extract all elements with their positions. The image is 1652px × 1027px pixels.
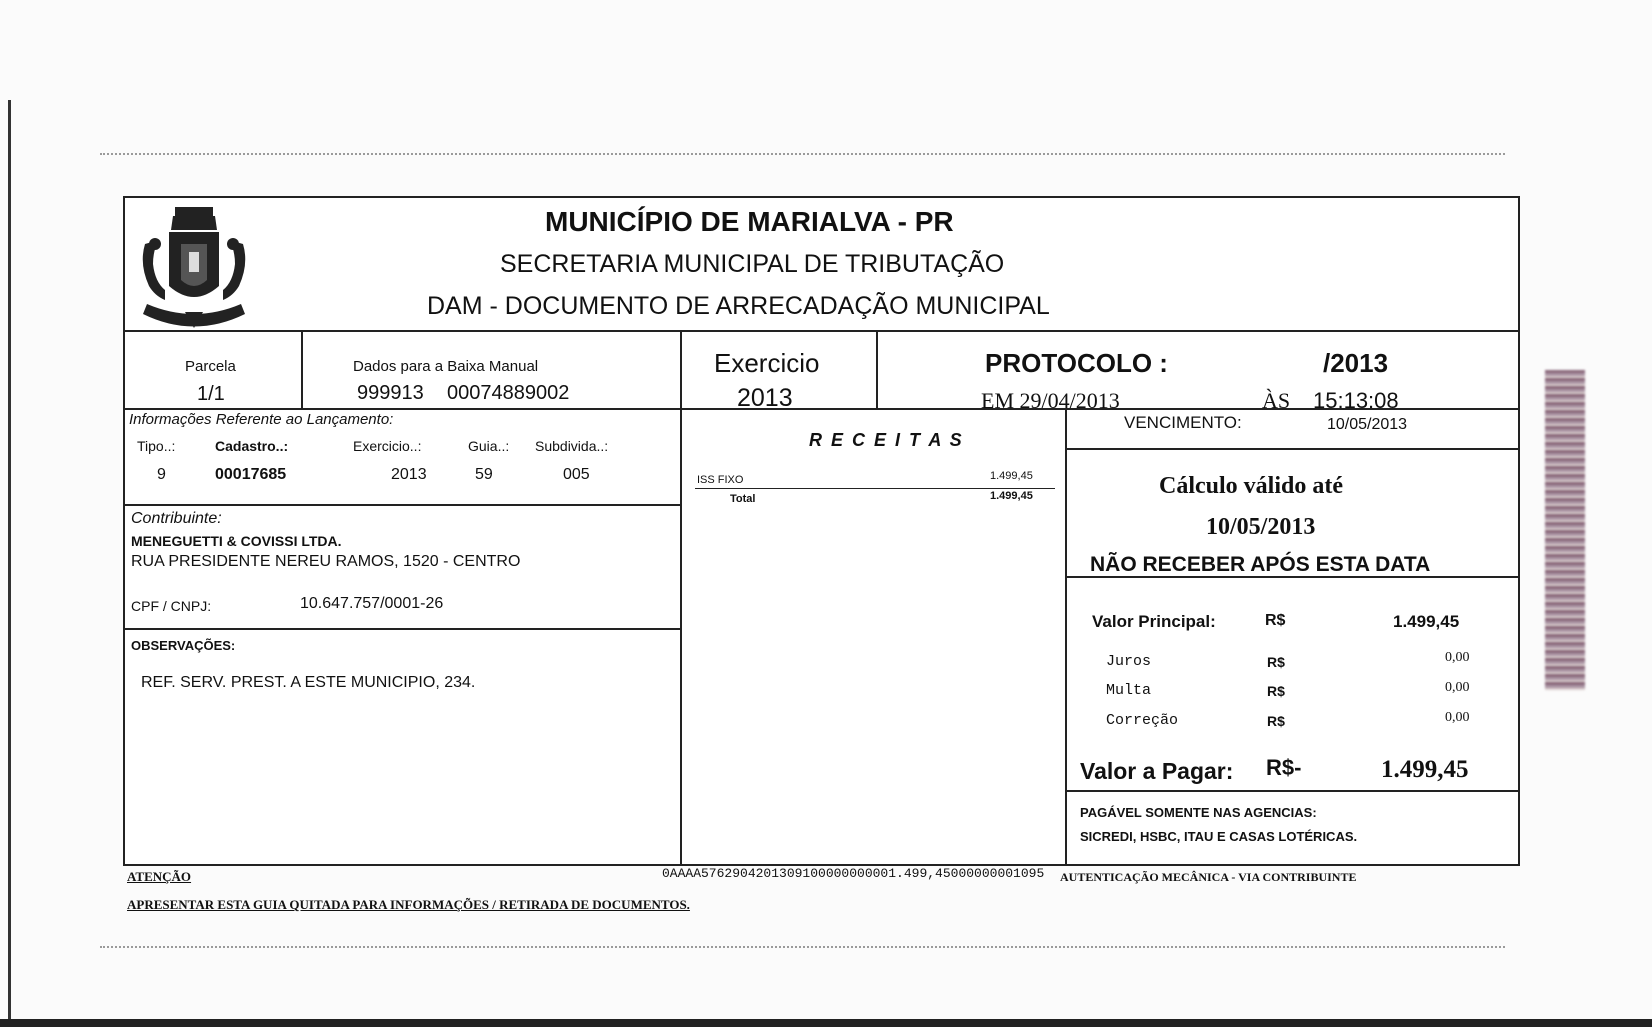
- cpf-value: 10.647.757/0001-26: [300, 595, 444, 612]
- baixa-label: Dados para a Baixa Manual: [353, 358, 539, 375]
- tipo-label: Tipo..:: [137, 438, 176, 454]
- exercicio-label: Exercicio: [714, 348, 820, 378]
- tipo-value: 9: [157, 466, 166, 483]
- atencao-text: APRESENTAR ESTA GUIA QUITADA PARA INFORMAÇÕES / RETIRADA DE DOCUMENTOS.: [127, 897, 690, 912]
- correcao-label: Correção: [1106, 712, 1179, 729]
- divider-right-column: [1065, 408, 1067, 866]
- document-title: DAM - DOCUMENTO DE ARRECADAÇÃO MUNICIPAL: [427, 292, 1050, 320]
- contribuinte-address: RUA PRESIDENTE NEREU RAMOS, 1520 - CENTRO: [131, 553, 521, 570]
- pagavel-line-2: SICREDI, HSBC, ITAU E CASAS LOTÉRICAS.: [1080, 829, 1358, 844]
- cadastro-label: Cadastro..:: [215, 438, 289, 454]
- correcao-currency: R$: [1267, 713, 1285, 729]
- protocolo-date: EM 29/04/2013: [981, 388, 1120, 413]
- vencimento-value: 10/05/2013: [1327, 416, 1408, 433]
- header-divider: [125, 330, 1520, 332]
- valor-principal-currency: R$: [1265, 612, 1286, 629]
- contribuinte-label: Contribuinte:: [131, 510, 222, 527]
- protocolo-as: ÀS: [1262, 388, 1291, 413]
- receita-item-value: 1.499,45: [990, 470, 1033, 482]
- perforation-top: [100, 153, 1505, 155]
- valores-divider: [1065, 790, 1520, 792]
- lancamento-exercicio-label: Exercicio..:: [353, 438, 422, 454]
- autenticacao-code: 0AAAA5762904201309100000000001.499,45000000001095: [662, 866, 1045, 881]
- cadastro-value: 00017685: [215, 466, 287, 483]
- valor-principal-label: Valor Principal:: [1092, 612, 1216, 631]
- scan-smear: [1545, 370, 1585, 690]
- valor-pagar-value: 1.499,45: [1381, 756, 1469, 783]
- receitas-total-rule: [695, 488, 1055, 489]
- correcao-value: 0,00: [1445, 710, 1470, 725]
- baixa-code-1: 999913: [357, 382, 424, 404]
- receitas-title: R E C E I T A S: [809, 430, 964, 450]
- protocolo-time: 15:13:08: [1313, 388, 1399, 413]
- valor-principal-value: 1.499,45: [1393, 612, 1460, 631]
- divider-exercicio: [876, 330, 878, 408]
- atencao-title: ATENÇÃO: [127, 869, 192, 884]
- lancamento-title: Informações Referente ao Lançamento:: [129, 411, 394, 428]
- vencimento-label: VENCIMENTO:: [1124, 413, 1242, 432]
- secretaria-title: SECRETARIA MUNICIPAL DE TRIBUTAÇÃO: [500, 250, 1005, 278]
- receita-total-label: Total: [730, 493, 756, 505]
- calculo-warning: NÃO RECEBER APÓS ESTA DATA: [1090, 553, 1431, 576]
- autenticacao-label: AUTENTICAÇÃO MECÂNICA - VIA CONTRIBUINTE: [1060, 870, 1357, 884]
- protocolo-label: PROTOCOLO :: [985, 348, 1168, 378]
- parcela-label: Parcela: [185, 358, 236, 375]
- vencimento-divider: [1065, 448, 1520, 450]
- multa-value: 0,00: [1445, 680, 1470, 695]
- coat-of-arms-icon: [135, 204, 253, 334]
- row-divider-1: [125, 408, 1520, 410]
- juros-label: Juros: [1106, 653, 1152, 670]
- receita-total-value: 1.499,45: [990, 490, 1033, 502]
- valor-pagar-currency: R$-: [1266, 755, 1302, 780]
- contribuinte-name: MENEGUETTI & COVISSI LTDA.: [131, 533, 342, 549]
- subdivida-label: Subdivida..:: [535, 438, 609, 454]
- exercicio-value: 2013: [737, 384, 793, 412]
- juros-value: 0,00: [1445, 650, 1470, 665]
- divider-left-column: [680, 330, 682, 866]
- receita-item-label: ISS FIXO: [697, 474, 744, 486]
- parcela-value: 1/1: [197, 383, 225, 405]
- calculo-line: Cálculo válido até: [1159, 473, 1343, 499]
- contribuinte-divider: [125, 628, 680, 630]
- guia-label: Guia..:: [468, 438, 510, 454]
- protocolo-year: /2013: [1323, 348, 1389, 378]
- observacoes-label: OBSERVAÇÕES:: [131, 638, 236, 653]
- perforation-bottom: [100, 946, 1505, 948]
- lancamento-divider: [125, 504, 680, 506]
- lancamento-exercicio-value: 2013: [391, 466, 427, 483]
- valor-pagar-label: Valor a Pagar:: [1080, 758, 1234, 784]
- scan-edge-left: [8, 100, 11, 1020]
- pagavel-line-1: PAGÁVEL SOMENTE NAS AGENCIAS:: [1080, 805, 1317, 820]
- juros-currency: R$: [1267, 654, 1285, 670]
- scan-edge-bottom: [0, 1019, 1652, 1027]
- subdivida-value: 005: [563, 466, 590, 483]
- calculo-date: 10/05/2013: [1206, 514, 1316, 540]
- baixa-code-2: 00074889002: [447, 382, 570, 404]
- divider-parcela: [301, 330, 303, 408]
- dam-document: [123, 196, 1520, 866]
- municipio-title: MUNICÍPIO DE MARIALVA - PR: [545, 206, 954, 237]
- multa-currency: R$: [1267, 683, 1285, 699]
- observacoes-text: REF. SERV. PREST. A ESTE MUNICIPIO, 234.: [141, 674, 476, 691]
- guia-value: 59: [475, 466, 493, 483]
- multa-label: Multa: [1106, 682, 1152, 699]
- cpf-label: CPF / CNPJ:: [131, 598, 212, 614]
